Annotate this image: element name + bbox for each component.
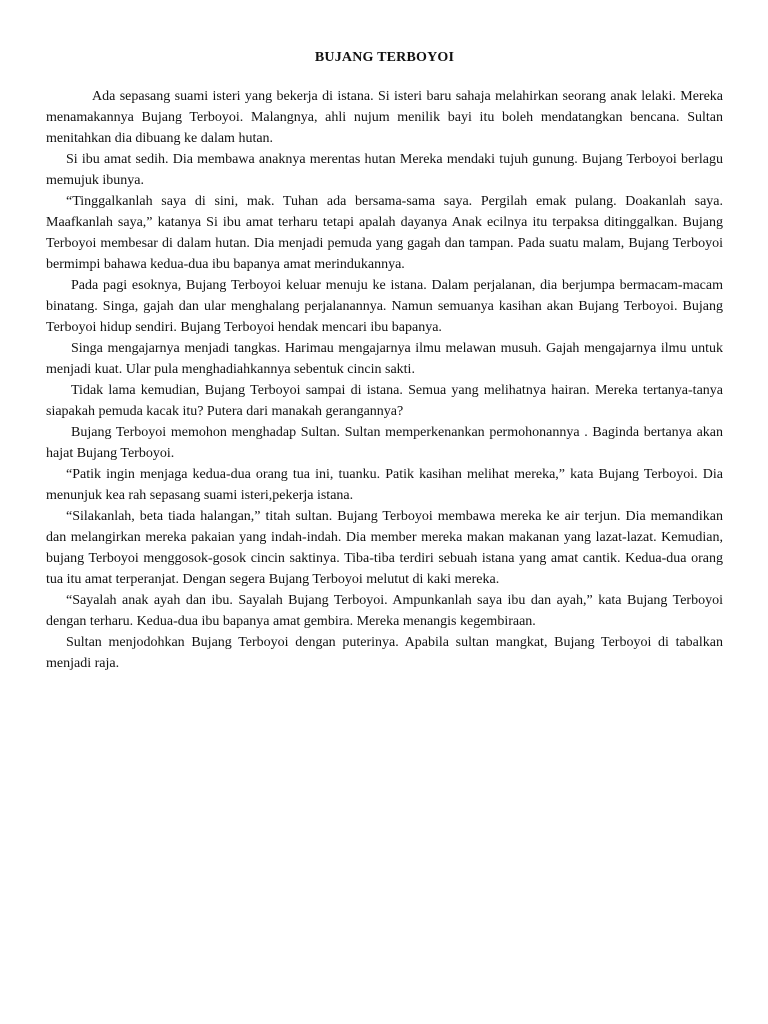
paragraph-11: Sultan menjodohkan Bujang Terboyoi dengan puterinya. Apabila sultan mangkat, Bujang Terboyoi di tabalkan menjadi raja. xyxy=(46,635,723,671)
paragraph-2: Si ibu amat sedih. Dia membawa anaknya merentas hutan Mereka mendaki tujuh gunung. Bujang Terboyoi berlagu memujuk ibunya. xyxy=(46,152,723,188)
document-page xyxy=(46,48,723,674)
paragraph-10: “Sayalah anak ayah dan ibu. Sayalah Bujang Terboyoi. Ampunkanlah saya ibu dan ayah,” kata Bujang Terboyoi dengan terharu. Kedua-dua ibu bapanya amat gembira. Mereka menangis kegembiraan. xyxy=(46,593,723,629)
paragraph-3: “Tinggalkanlah saya di sini, mak. Tuhan ada bersama-sama saya. Pergilah emak pulang. Doakanlah saya. Maafkanlah saya,” katanya Si ibu amat terharu tetapi apalah dayanya Anak ecilnya itu terpaksa ditinggalkan. Bujang Terboyoi membesar di dalam hutan. Dia menjadi pemuda yang gagah dan tampan. Pada suatu malam, Bujang Terboyoi bermimpi bahawa kedua-dua ibu bapanya amat merindukannya. xyxy=(46,194,723,272)
paragraph-9: “Silakanlah, beta tiada halangan,” titah sultan. Bujang Terboyoi membawa mereka ke air terjun. Dia memandikan dan melangirkan mereka pakaian yang indah-indah. Dia member mereka makan makanan yang lazat-lazat. Kemudian, bujang Terboyoi menggosok-gosok cincin saktinya. Tiba-tiba terdiri sebuah istana yang amat cantik. Kedua-dua orang tua itu amat terperanjat. Dengan segera Bujang Terboyoi melutut di kaki mereka. xyxy=(46,509,723,587)
paragraph-5: Singa mengajarnya menjadi tangkas. Harimau mengajarnya ilmu melawan musuh. Gajah mengajarnya ilmu untuk menjadi kuat. Ular pula menghadiahkannya sebentuk cincin sakti. xyxy=(46,341,723,377)
document-title: BUJANG TERBOYOI xyxy=(314,50,455,65)
paragraph-8: “Patik ingin menjaga kedua-dua orang tua ini, tuanku. Patik kasihan melihat mereka,” kata Bujang Terboyoi. Dia menunjuk kea rah sepasang suami isteri,pekerja istana. xyxy=(46,467,723,503)
paragraph-4: Pada pagi esoknya, Bujang Terboyoi keluar menuju ke istana. Dalam perjalanan, dia berjumpa bermacam-macam binatang. Singa, gajah dan ular menghalang perjalanannya. Namun semuanya kasihan akan Bujang Terboyoi. Bujang Terboyoi hidup sendiri. Bujang Terboyoi hendak mencari ibu bapanya. xyxy=(46,278,723,335)
paragraph-7: Bujang Terboyoi memohon menghadap Sultan. Sultan memperkenankan permohonannya . Baginda bertanya akan hajat Bujang Terboyoi. xyxy=(46,425,723,461)
paragraph-6: Tidak lama kemudian, Bujang Terboyoi sampai di istana. Semua yang melihatnya hairan. Mereka tertanya-tanya siapakah pemuda kacak itu? Putera dari manakah gerangannya? xyxy=(46,383,723,419)
paragraph-1: Ada sepasang suami isteri yang bekerja di istana. Si isteri baru sahaja melahirkan seorang anak lelaki. Mereka menamakannya Bujang Terboyoi. Malangnya, ahli nujum menilik bayi itu boleh mendatangkan bencana. Sultan menitahkan dia dibuang ke dalam hutan. xyxy=(46,89,723,146)
